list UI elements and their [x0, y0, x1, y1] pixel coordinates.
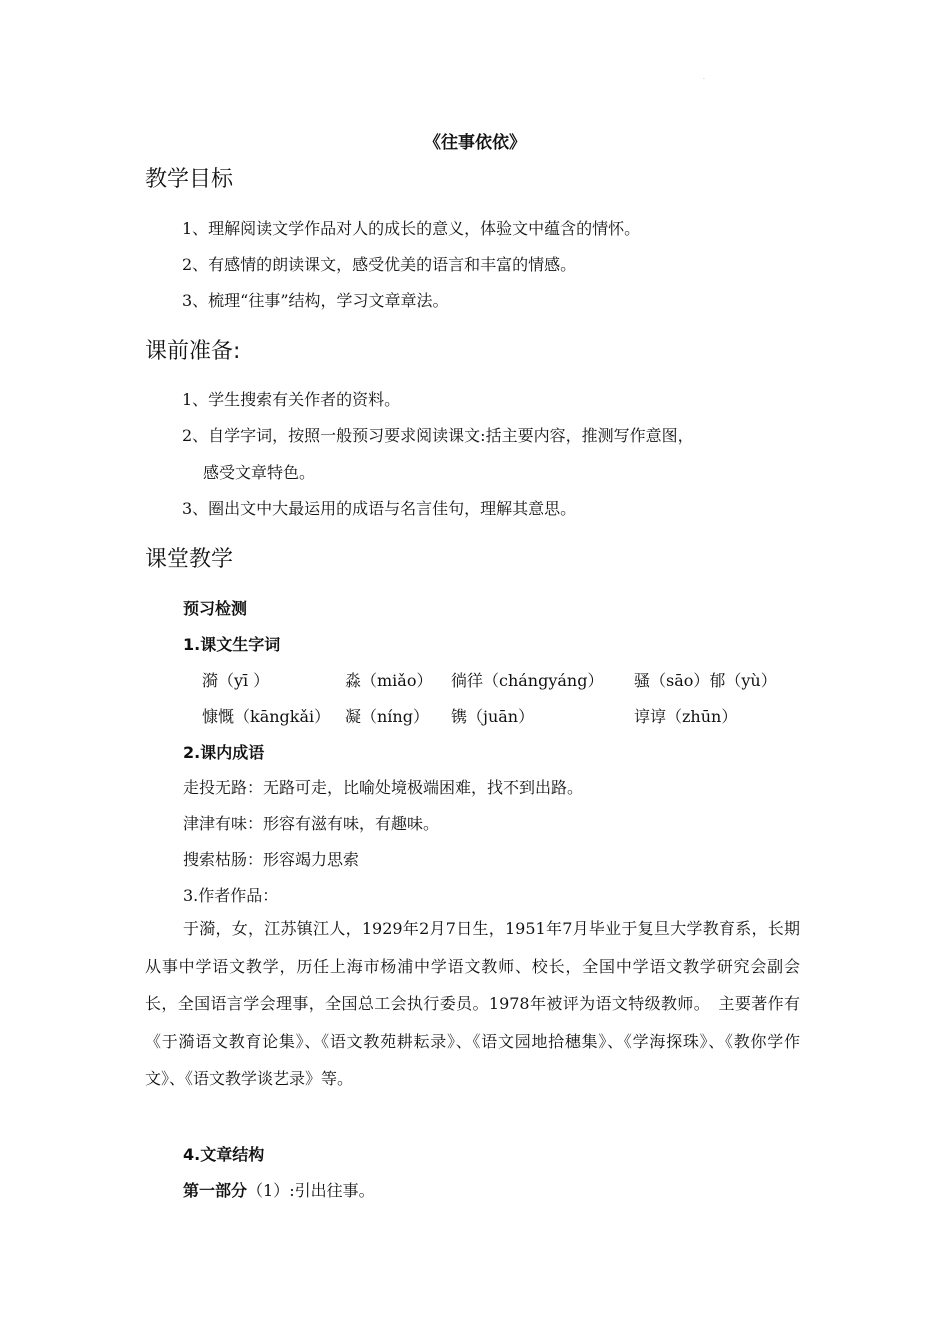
vocab-word: 淼（miǎo）	[345, 671, 433, 690]
heading-classroom-teaching: 课堂教学	[145, 547, 234, 572]
heading-preparation: 课前准备:	[145, 339, 241, 364]
vocab-word: 谆谆（zhūn）	[634, 707, 738, 726]
goal-item-2: 2、有感情的朗读课文，感受优美的语言和丰富的情感。	[182, 255, 577, 274]
vocab-word: 漪（yī ）	[202, 671, 270, 690]
author-heading: 3.作者作品：	[183, 886, 279, 905]
document-title: 《往事依依》	[424, 133, 526, 153]
vocab-heading: 1.课文生字词	[183, 635, 281, 654]
structure-heading: 4.文章结构	[183, 1145, 265, 1164]
heading-teaching-goals: 教学目标	[145, 167, 234, 192]
corner-mark: ·	[703, 76, 705, 83]
vocab-word: 镌（juān）	[451, 707, 535, 726]
author-paragraph: 于漪，女，江苏镇江人，1929年2月7日生，1951年7月毕业于复旦大学教育系，长期从事中学语文教学，历任上海市杨浦中学语文教师、校长，全国中学语文教学研究会副会长，全国语言学会理事，全国总工会执行委员。1978年被评为语文特级教师。 主要著作有《于漪语文教育论集》、《语文教苑耕耘录》、《语文园地拾穗集》、《学海探珠》、《教你学作文》、《语文教学谈艺录》等。	[145, 919, 800, 1089]
part-1-label: 第一部分	[183, 1181, 248, 1200]
vocab-word: 骚（sāo）郁（yù）	[634, 671, 777, 690]
idiom-heading: 2.课内成语	[183, 743, 265, 762]
vocab-word: 慷慨（kāngkǎi）	[202, 707, 331, 726]
prep-item-3: 3、圈出文中大最运用的成语与名言佳句，理解其意思。	[182, 499, 577, 518]
prep-item-2: 2、自学字词，按照一般预习要求阅读课文:括主要内容，推测写作意图，	[182, 426, 694, 445]
structure-part-1	[183, 1178, 375, 1201]
idiom-item: 走投无路：无路可走，比喻处境极端困难，找不到出路。	[183, 778, 584, 797]
idiom-item: 搜索枯肠：形容竭力思索	[183, 850, 360, 869]
vocab-word: 凝（níng）	[345, 707, 429, 726]
prep-item-2-continued: 感受文章特色。	[203, 463, 316, 482]
preview-heading: 预习检测	[183, 599, 248, 618]
part-1-text: （1）:引出往事。	[247, 1181, 375, 1200]
vocab-word: 徜徉（chángyáng）	[451, 671, 604, 690]
goal-item-3: 3、梳理“往事”结构，学习文章章法。	[182, 291, 449, 310]
idiom-item: 津津有味：形容有滋有味，有趣味。	[183, 814, 440, 833]
goal-item-1: 1、理解阅读文学作品对人的成长的意义，体验文中蕴含的情怀。	[182, 219, 641, 238]
prep-item-1: 1、学生搜索有关作者的资料。	[182, 390, 401, 409]
